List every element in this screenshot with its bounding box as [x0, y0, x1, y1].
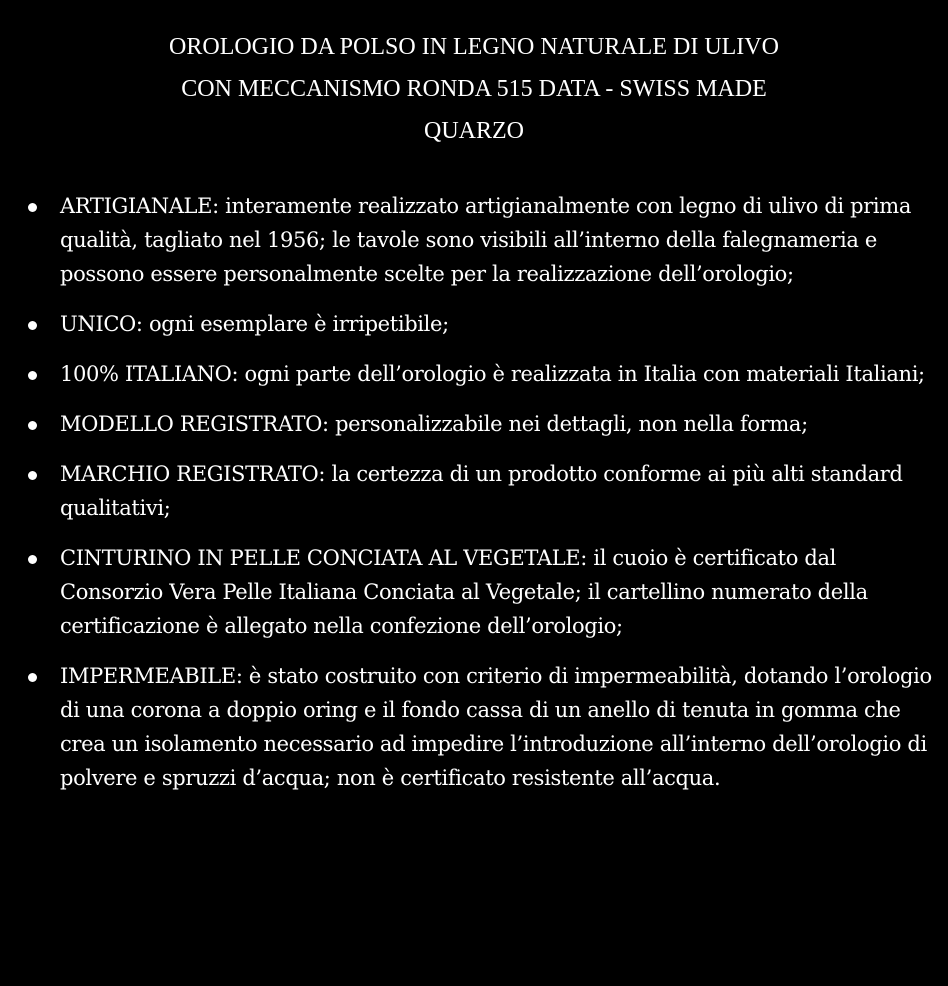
bullet-icon — [28, 471, 37, 480]
feature-item-artigianale — [28, 189, 940, 291]
feature-text: IMPERMEABILE: è stato costruito con criterio di impermeabilità, dotando l’orologio di una corona a doppio oring e il fondo cassa di un anello di tenuta in gomma che crea un isolamento necessario ad impedire l’introduzione all’interno dell’orologio di polvere e spruzzi d’acqua; non è certificato resistente all’acqua. — [60, 664, 932, 790]
bullet-icon — [28, 371, 37, 380]
feature-list — [28, 189, 940, 811]
feature-item-cinturino — [28, 541, 940, 643]
feature-text: 100% ITALIANO: ogni parte dell’orologio è realizzata in Italia con materiali Italiani; — [60, 362, 925, 386]
bullet-icon — [28, 321, 37, 330]
bullet-icon — [28, 421, 37, 430]
feature-text: MARCHIO REGISTRATO: la certezza di un prodotto conforme ai più alti standard qualitativi; — [60, 462, 903, 520]
bullet-icon — [28, 555, 37, 564]
feature-item-italiano — [28, 357, 940, 391]
feature-item-impermeabile — [28, 659, 940, 795]
feature-text: MODELLO REGISTRATO: personalizzabile nei dettagli, non nella forma; — [60, 412, 808, 436]
feature-text: ARTIGIANALE: interamente realizzato artigianalmente con legno di ulivo di prima qualità, tagliato nel 1956; le tavole sono visibili all’interno della falegnameria e possono essere personalmente scelte per la realizzazione dell’orologio; — [60, 194, 911, 286]
feature-text: UNICO: ogni esemplare è irripetibile; — [60, 312, 449, 336]
product-title — [0, 26, 948, 152]
feature-text: CINTURINO IN PELLE CONCIATA AL VEGETALE: il cuoio è certificato dal Consorzio Vera Pelle Italiana Conciata al Vegetale; il cartellino numerato della certificazione è allegato nella confezione dell’orologio; — [60, 546, 868, 638]
feature-item-marchio — [28, 457, 940, 525]
bullet-icon — [28, 203, 37, 212]
bullet-icon — [28, 673, 37, 682]
feature-item-modello — [28, 407, 940, 441]
title-line-2: CON MECCANISMO RONDA 515 DATA - SWISS MADE — [181, 76, 767, 102]
title-line-1: OROLOGIO DA POLSO IN LEGNO NATURALE DI ULIVO — [169, 34, 779, 60]
title-line-3: QUARZO — [424, 118, 524, 144]
feature-item-unico — [28, 307, 940, 341]
